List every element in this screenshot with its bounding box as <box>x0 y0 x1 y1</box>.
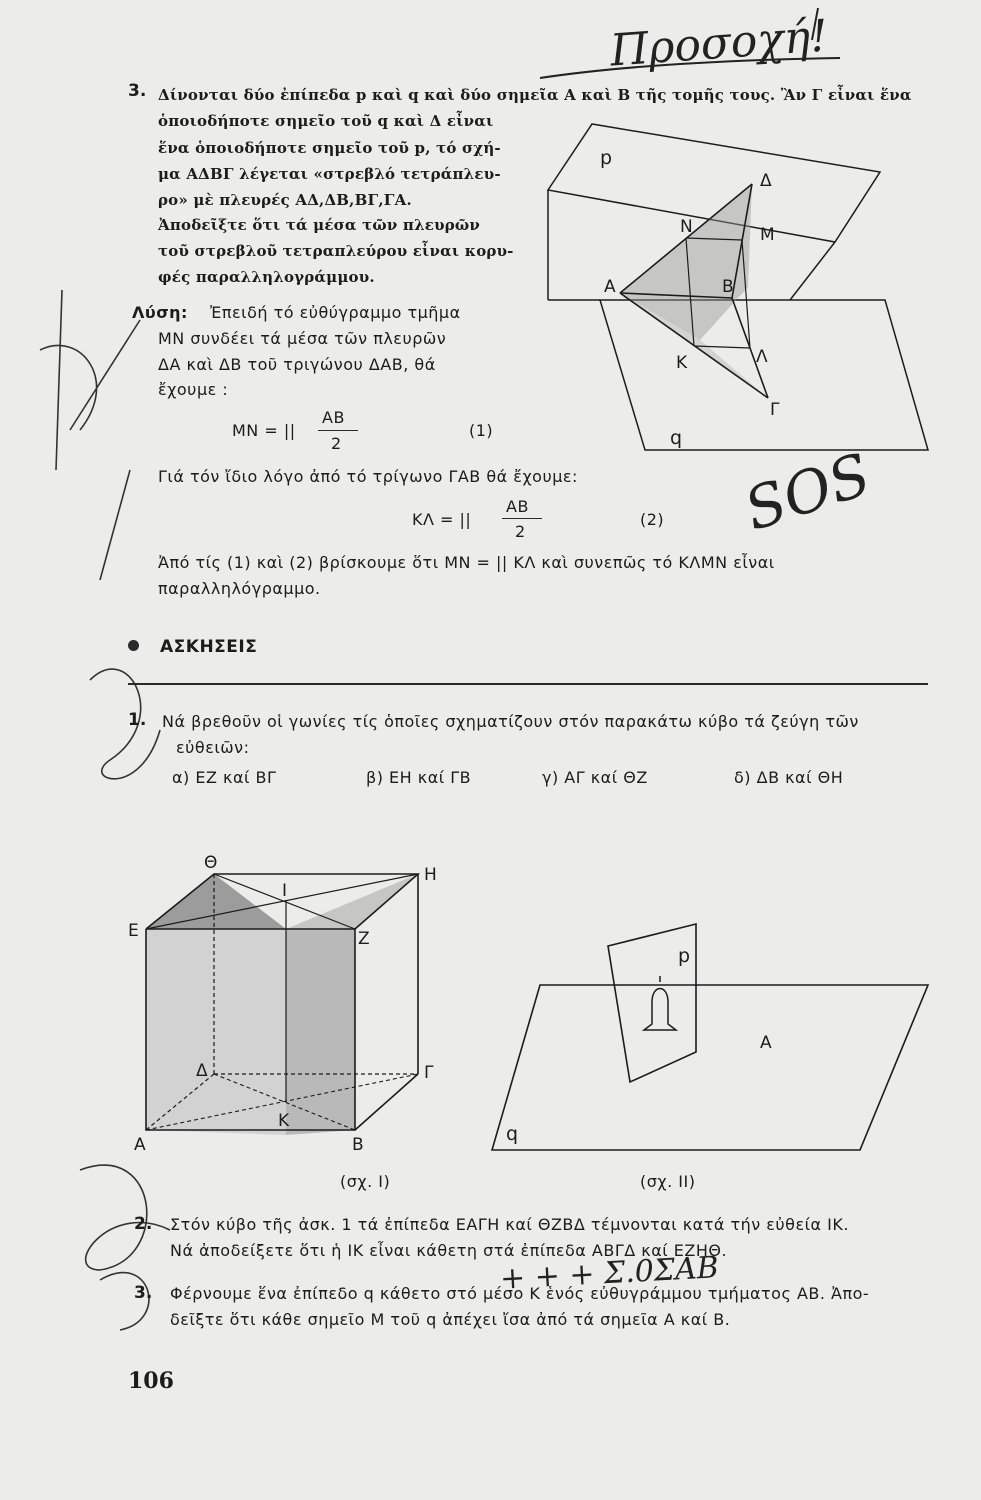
problem-3-line3: ἕνα ὁποιοδήποτε σημεῖο τοῦ p, τό σχή- <box>158 139 501 157</box>
solution-line7: παραλληλόγραμμο. <box>158 579 321 598</box>
exercise-3-line1: Φέρνουμε ἕνα ἐπίπεδο q κάθετο στό μέσο Κ ἑνός εὐθυγράμμου τμήματος ΑΒ. Ἀπο- <box>170 1284 870 1303</box>
label-b: Β <box>722 277 734 297</box>
exercise-3-line2: δεῖξτε ὅτι κάθε σημεῖο Μ τοῦ q ἀπέχει ἴσα ἀπό τά σημεῖα Α καί Β. <box>170 1310 731 1329</box>
equation-2-numerator: ΑΒ <box>506 497 529 516</box>
exercise-1-number: 1. <box>128 710 147 730</box>
solution-line5: Γιά τόν ἴδιο λόγο ἀπό τό τρίγωνο ΓΑΒ θά ἔχουμε: <box>158 467 578 486</box>
solution-line2: ΜΝ συνδέει τά μέσα τῶν πλευρῶν <box>158 329 447 348</box>
cube-label-b: Β <box>352 1135 364 1155</box>
solution-label: Λύση: <box>132 303 188 322</box>
plane-label-a2: Α <box>760 1033 772 1053</box>
solution-line3: ΔΑ καὶ ΔΒ τοῦ τριγώνου ΔΑΒ, θά <box>158 355 436 374</box>
equation-1-tag: (1) <box>469 421 494 440</box>
problem-3-line1: Δίνονται δύο ἐπίπεδα p καὶ q καὶ δύο σημεῖα Α καὶ Β τῆς τομῆς τους. Ἂν Γ εἶναι ἕνα <box>158 86 912 104</box>
problem-3-number: 3. <box>128 81 147 101</box>
page-number: 106 <box>128 1368 174 1394</box>
equation-1-left: ΜΝ = || <box>232 421 296 440</box>
solution-line6: Ἀπό τίς (1) καὶ (2) βρίσκουμε ὅτι ΜΝ = || ΚΛ καὶ συνεπῶς τό ΚΛΜΝ εἶναι <box>158 553 775 572</box>
exercise-1-line1: Νά βρεθοῦν οἱ γωνίες τίς ὁποῖες σχηματίζουν στόν παρακάτω κύβο τά ζεύγη τῶν <box>162 712 859 731</box>
equation-1-numerator: ΑΒ <box>322 408 345 427</box>
handwritten-note-sos: SOS <box>736 440 879 544</box>
label-p: p <box>600 147 613 169</box>
handwritten-note-bottom: + + + Σ.0ΣΑΒ <box>499 1250 720 1297</box>
figure-1-caption: (σχ. Ι) <box>340 1172 391 1191</box>
problem-3-line7: τοῦ στρεβλοῦ τετραπλεύρου εἶναι κορυ- <box>158 242 514 260</box>
exercise-3-number: 3. <box>134 1283 153 1303</box>
exercises-heading: ΑΣΚΗΣΕΙΣ <box>160 637 258 657</box>
exercise-2-number: 2. <box>134 1214 153 1234</box>
plane-label-p2: p <box>678 945 691 967</box>
label-g: Γ <box>770 400 780 420</box>
cube-label-a: Α <box>134 1135 146 1155</box>
label-n: Ν <box>680 217 693 237</box>
label-a: Α <box>604 277 616 297</box>
label-m: Μ <box>760 225 775 245</box>
cube-label-delta: Δ <box>196 1061 208 1081</box>
exercise-1-option-d: δ) ΔΒ καί ΘΗ <box>734 768 844 787</box>
cube-label-e: Ε <box>128 921 139 941</box>
equation-2-tag: (2) <box>640 510 665 529</box>
cube-label-theta: Θ <box>204 853 218 873</box>
exercise-1-line2: εὐθειῶν: <box>176 738 250 757</box>
equation-1-denominator: 2 <box>331 434 342 453</box>
solution-line4: ἔχουμε : <box>158 380 229 399</box>
problem-3-line5: ρο» μὲ πλευρές ΑΔ,ΔΒ,ΒΓ,ΓΑ. <box>158 191 412 209</box>
cube-label-i: Ι <box>282 881 288 901</box>
plane-q-2 <box>492 985 928 1150</box>
label-q: q <box>670 427 683 449</box>
exercise-2-line2: Νά ἀποδείξετε ὅτι ἡ ΙΚ εἶναι κάθετη στά ἐπίπεδα ΑΒΓΔ καί ΕΖΗΘ. <box>170 1241 728 1260</box>
exercise-2-line1: Στόν κύβο τῆς ἀσκ. 1 τά ἐπίπεδα ΕΑΓΗ καί ΘΖΒΔ τέμνονται κατά τήν εὐθεία ΙΚ. <box>170 1215 849 1234</box>
equation-2-left: ΚΛ = || <box>412 510 472 529</box>
cube-label-h: Η <box>424 865 437 885</box>
exercise-1-option-c: γ) ΑΓ καί ΘΖ <box>542 768 648 787</box>
cube-label-gamma: Γ <box>424 1063 434 1083</box>
problem-3-line6: Ἀποδεῖξτε ὅτι τά μέσα τῶν πλευρῶν <box>158 216 480 234</box>
problem-3-line2: ὁποιοδήποτε σημεῖο τοῦ q καὶ Δ εἶναι <box>158 112 494 130</box>
exercise-1-option-a: α) ΕΖ καί ΒΓ <box>172 768 277 787</box>
label-l: Λ <box>756 347 768 367</box>
solution-line1: Ἐπειδή τό εὐθύγραμμο τμῆμα <box>210 303 461 322</box>
problem-3-line8: φές παραλληλογράμμου. <box>158 268 375 286</box>
label-delta: Δ <box>760 171 772 191</box>
handwritten-note-top: Προσοχή! <box>608 10 830 77</box>
plane-label-q2: q <box>506 1123 519 1145</box>
exercise-1-option-b: β) ΕΗ καί ΓΒ <box>366 768 472 787</box>
problem-3-line4: μα ΑΔΒΓ λέγεται «στρεβλό τετράπλευ- <box>158 165 501 183</box>
cube-label-k: Κ <box>278 1111 290 1131</box>
cube-label-z: Ζ <box>358 929 370 949</box>
figure-2-caption: (σχ. ΙΙ) <box>640 1172 696 1191</box>
equation-2-denominator: 2 <box>515 522 526 541</box>
label-k: Κ <box>676 353 688 373</box>
